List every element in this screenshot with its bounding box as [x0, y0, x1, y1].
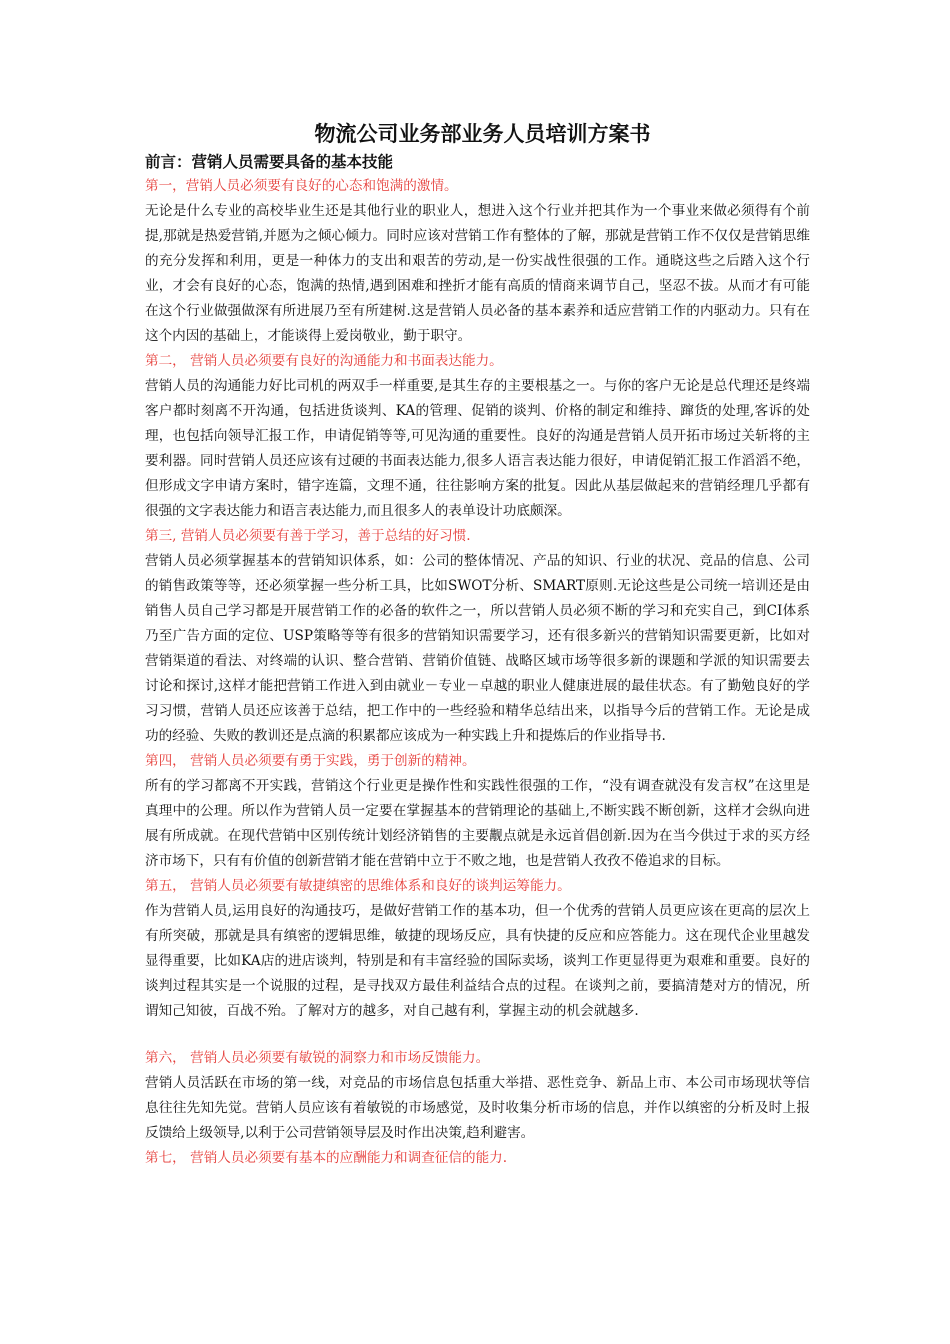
- section-2-heading: 第二， 营销人员必须要有良好的沟通能力和书面表达能力。: [145, 353, 503, 369]
- document-title: 物流公司业务部业务人员培训方案书: [314, 122, 651, 146]
- section-5-body: 作为营销人员,运用良好的沟通技巧，是做好营销工作的基本功，但一个优秀的营销人员更应该在更高的层次上有所突破，那就是具有缜密的逻辑思维，敏捷的现场反应，具有快捷的反应和应答能力。这在现代企业里越发显得重要，比如KA店的进店谈判，特别是和有丰富经验的国际卖场，谈判工作更显得更为艰难和重要。良好的谈判过程其实是一个说服的过程，是寻找双方最佳利益结合点的过程。在谈判之前，要搞清楚对方的情况，所谓知己知彼，百战不殆。了解对方的越多，对自己越有利，掌握主动的机会就越多.: [145, 903, 810, 1019]
- section-6-heading: 第六， 营销人员必须要有敏锐的洞察力和市场反馈能力。: [145, 1050, 490, 1066]
- section-2-body: 营销人员的沟通能力好比司机的两双手一样重要,是其生存的主要根基之一。与你的客户无论是总代理还是终端客户都时刻离不开沟通，包括进货谈判、KA的管理、促销的谈判、价格的制定和维持、蹿货的处理,客诉的处理，也包括向领导汇报工作，申请促销等等,可见沟通的重要性。良好的沟通是营销人员开拓市场过关斩将的主要利器。同时营销人员还应该有过硬的书面表达能力,很多人语言表达能力很好，申请促销汇报工作滔滔不绝，但形成文字申请方案时，错字连篇，文理不通，往往影响方案的批复。因此从基层做起来的营销经理几乎都有很强的文字表达能力和语言表达能力,而且很多人的表单设计功底颇深。: [145, 378, 810, 519]
- section-4-body: 所有的学习都离不开实践，营销这个行业更是操作性和实践性很强的工作，“没有调查就没有发言权”在这里是真理中的公理。所以作为营销人员一定要在掌握基本的营销理论的基础上,不断实践不断创新，这样才会纵向进展有所成就。在现代营销中区别传统计划经济销售的主要觏点就是永远首倡创新.因为在当今供过于求的买方经济市场下，只有有价值的创新营销才能在营销中立于不败之地，也是营销人孜孜不倦追求的目标。: [145, 778, 810, 869]
- section-1-body: 无论是什么专业的高校毕业生还是其他行业的职业人，想进入这个行业并把其作为一个事业来做必须得有个前提,那就是热爱营销,并愿为之倾心倾力。同时应该对营销工作有整体的了解，那就是营销工作不仅仅是营销思维的充分发挥和利用，更是一种体力的支出和艰苦的劳动,是一份实战性很强的工作。通晓这些之后踏入这个行业，才会有良好的心态，饱满的热情,遇到困难和挫折才能有高质的情商来调节自己，坚忍不拔。从而才有可能在这个行业做强做深有所进展乃至有所建树.这是营销人员必备的基本素养和适应营销工作的内驱动力。只有在这个内因的基础上，才能谈得上爱岗敬业，勤于职守。: [145, 203, 810, 344]
- section-1-heading: 第一，营销人员必须要有良好的心态和饱满的激情。: [145, 178, 458, 194]
- document-page: [145, 118, 810, 1171]
- section-6-body: 营销人员活跃在市场的第一线，对竞品的市场信息包括重大举措、恶性竞争、新品上市、本公司市场现状等信息往往先知先觉。营销人员应该有着敏锐的市场感觉，及时收集分析市场的信息，并作以缜密的分析及时上报反馈给上级领导,以利于公司营销领导层及时作出决策,趋利避害。: [145, 1075, 810, 1141]
- section-3-heading: 第三, 营销人员必须要有善于学习，善于总结的好习惯.: [145, 528, 471, 544]
- section-4-heading: 第四， 营销人员必须要有勇于实践，勇于创新的精神。: [145, 753, 476, 769]
- section-3-body: 营销人员必须掌握基本的营销知识体系，如：公司的整体情况、产品的知识、行业的状况、竞品的信息、公司的销售政策等等，还必须掌握一些分析工具，比如SWOT分析、SMART原则.无论这些是公司统一培训还是由销售人员自己学习都是开展营销工作的必备的软件之一，所以营销人员必须不断的学习和充实自己，到CI体系乃至广告方面的定位、USP策略等等有很多的营销知识需要学习，还有很多新兴的营销知识需要更新，比如对营销渠道的看法、对终端的认识、整合营销、营销价值链、战略区域市场等很多新的课题和学派的知识需要去讨论和探讨,这样才能把营销工作进入到由就业－专业－卓越的职业人健康进展的最佳状态。有了勤勉良好的学习习惯，营销人员还应该善于总结，把工作中的一些经验和精华总结出来，以指导今后的营销工作。无论是成功的经验、失败的教训还是点滴的积累都应该成为一种实践上升和提炼后的作业指导书.: [145, 553, 810, 744]
- paragraph-gap: [145, 1024, 810, 1046]
- section-7-heading: 第七， 营销人员必须要有基本的应酬能力和调查征信的能力.: [145, 1150, 508, 1166]
- section-5-heading: 第五， 营销人员必须要有敏捷缜密的思维体系和良好的谈判运筹能力。: [145, 878, 571, 894]
- document-subtitle: 前言：营销人员需要具备的基本技能: [145, 153, 394, 171]
